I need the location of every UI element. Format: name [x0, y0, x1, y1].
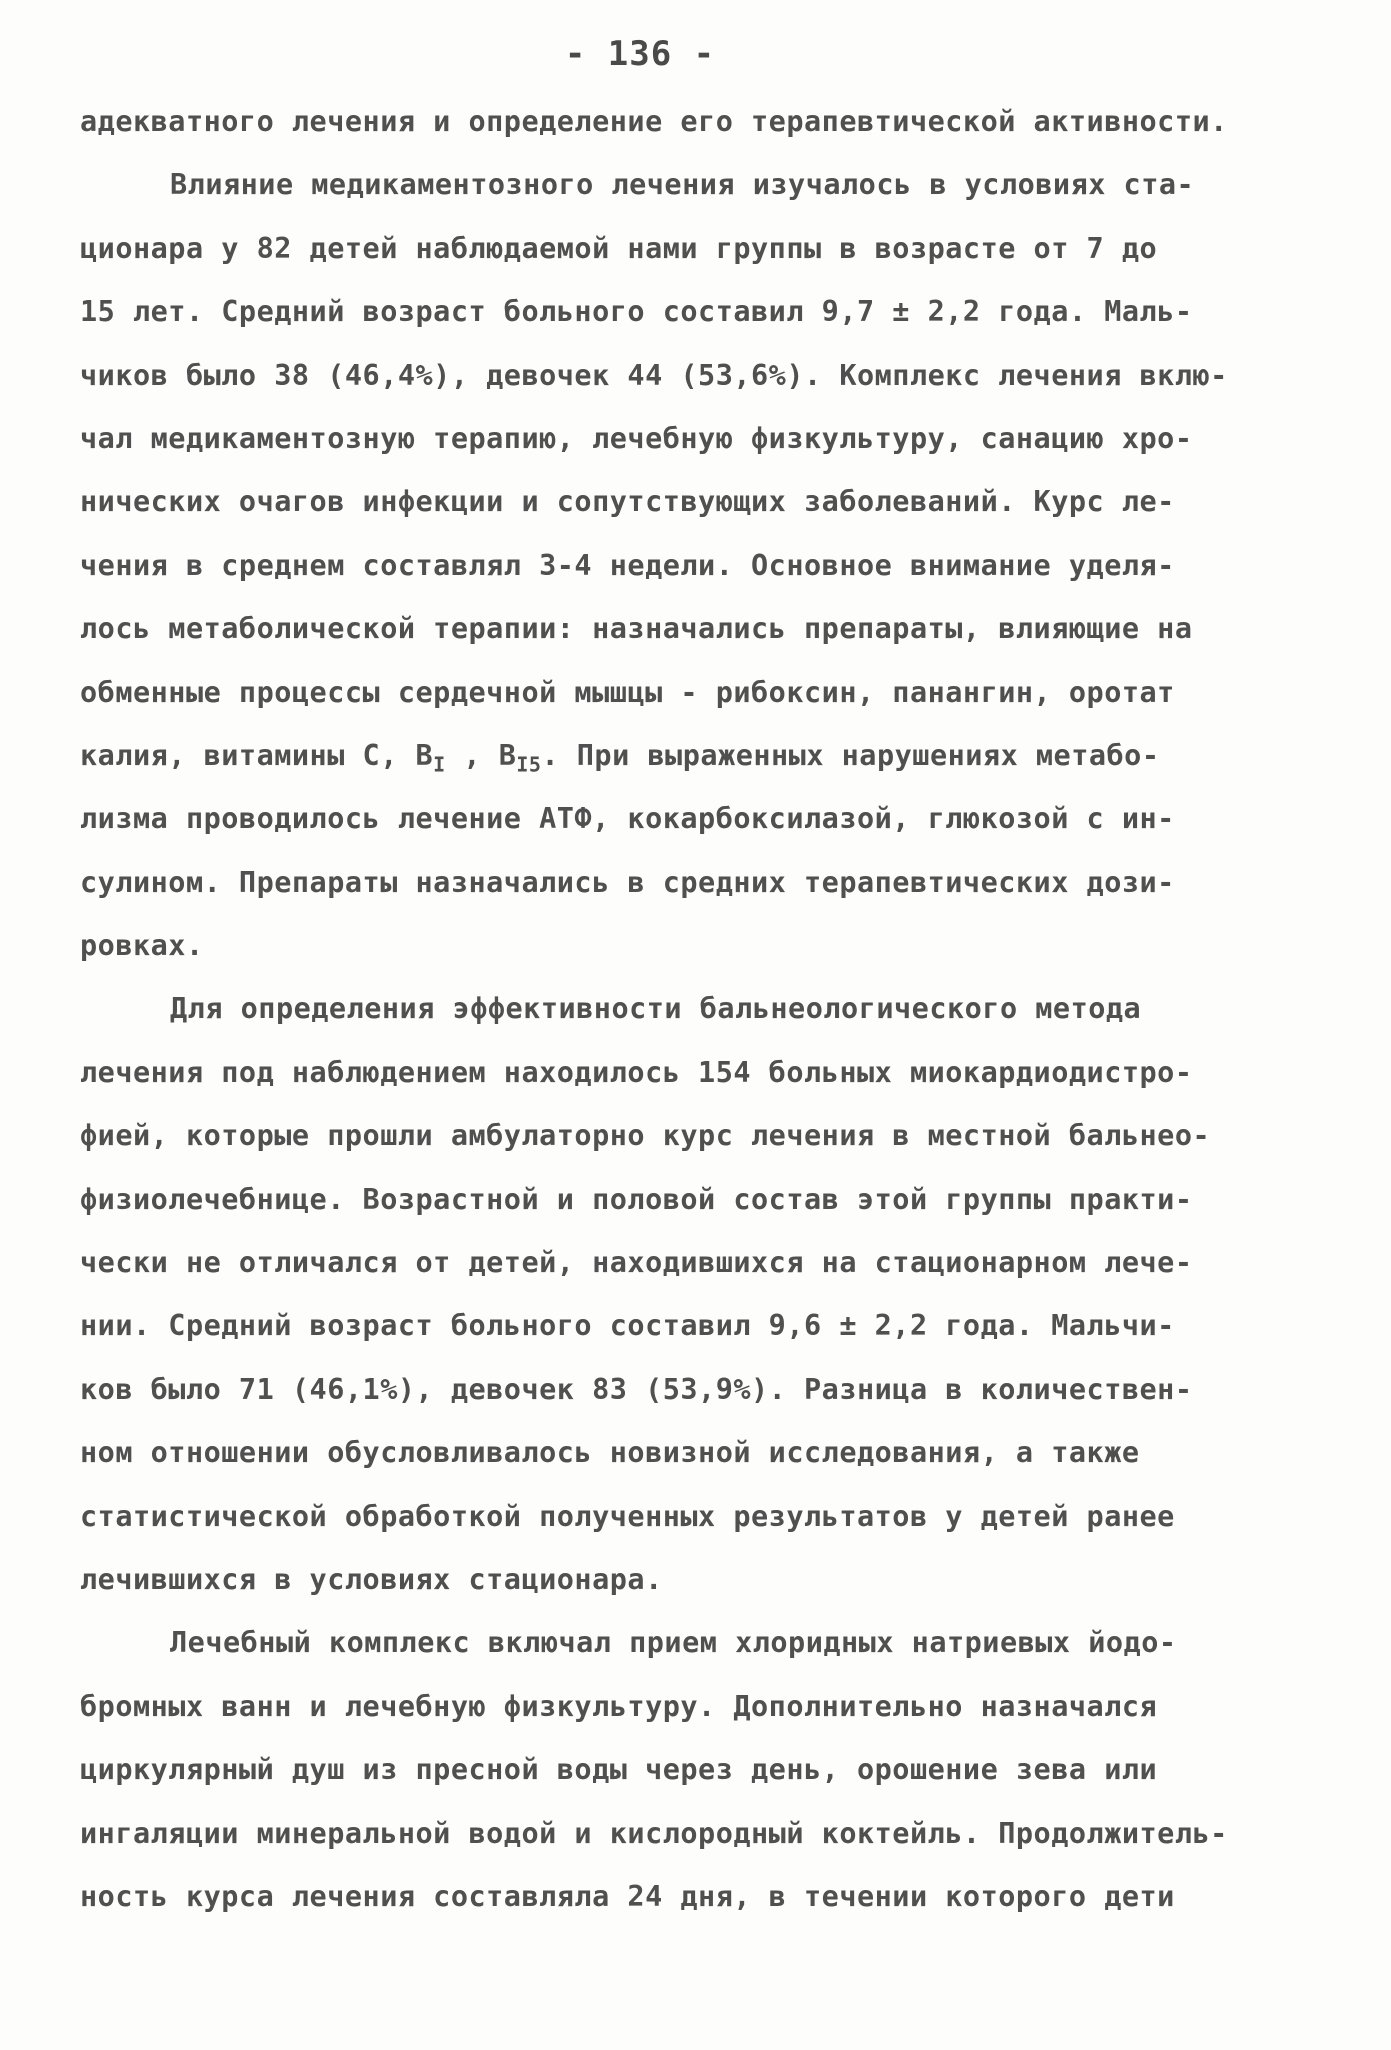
text-segment: калия, витамины С, B: [80, 738, 434, 772]
text-line: Лечебный комплекс включал прием хлоридных натриевых йодо-: [170, 1626, 1177, 1660]
text-line: чения в среднем составлял 3-4 недели. Основное внимание уделя-: [80, 548, 1175, 582]
text-line: Влияние медикаментозного лечения изучалось в условиях ста-: [170, 168, 1195, 202]
text-line: лечения под наблюдением находилось 154 больных миокардиодистро-: [80, 1055, 1193, 1089]
text-line: Для определения эффективности бальнеологического метода: [170, 992, 1142, 1026]
subscript: I5: [516, 752, 542, 777]
text-line: 15 лет. Средний возраст больного составил 9,7 ± 2,2 года. Маль-: [80, 295, 1193, 329]
text-line: ровках.: [80, 929, 204, 963]
text-line: физиолечебнице. Возрастной и половой состав этой группы практи-: [80, 1182, 1193, 1216]
text-line: чиков было 38 (46,4%), девочек 44 (53,6%). Комплекс лечения вклю-: [80, 358, 1228, 392]
text-line: лось метаболической терапии: назначались препараты, влияющие на: [80, 612, 1193, 646]
text-line: ность курса лечения составляла 24 дня, в течении которого дети: [80, 1879, 1175, 1913]
text-segment: . При выраженных нарушениях метабо-: [541, 738, 1160, 772]
text-line-with-subscripts: [80, 724, 1320, 787]
text-line: ков было 71 (46,1%), девочек 83 (53,9%). Разница в количествен-: [80, 1372, 1193, 1406]
text-line: лизма проводилось лечение АТФ, кокарбоксилазой, глюкозой с ин-: [80, 802, 1175, 836]
text-line: чал медикаментозную терапию, лечебную физкультуру, санацию хро-: [80, 421, 1193, 455]
text-line: ционара у 82 детей наблюдаемой нами группы в возрасте от 7 до: [80, 231, 1158, 265]
text-line: бромных ванн и лечебную физкультуру. Дополнительно назначался: [80, 1689, 1158, 1723]
text-line: чески не отличался от детей, находившихся на стационарном лече-: [80, 1246, 1193, 1280]
text-line: ингаляции минеральной водой и кислородный коктейль. Продолжитель-: [80, 1816, 1228, 1850]
page-number: - 136 -: [564, 34, 716, 74]
text-line: обменные процессы сердечной мышцы - рибоксин, панангин, оротат: [80, 675, 1175, 709]
text-line: адекватного лечения и определение его терапевтической активности.: [80, 105, 1228, 138]
text-line: нии. Средний возраст больного составил 9,6 ± 2,2 года. Мальчи-: [80, 1309, 1175, 1343]
text-segment: , B: [445, 738, 517, 772]
text-line: сулином. Препараты назначались в средних терапевтических дози-: [80, 865, 1175, 899]
text-line: фией, которые прошли амбулаторно курс лечения в местной бальнео-: [80, 1119, 1211, 1153]
body-text: [80, 90, 1320, 1928]
text-line: циркулярный душ из пресной воды через день, орошение зева или: [80, 1753, 1158, 1787]
text-line: лечившихся в условиях стационара.: [80, 1562, 663, 1596]
text-line: нических очагов инфекции и сопутствующих заболеваний. Курс ле-: [80, 485, 1175, 519]
text-line: статистической обработкой полученных результатов у детей ранее: [80, 1499, 1175, 1533]
subscript: I: [433, 752, 446, 777]
text-line: ном отношении обусловливалось новизной исследования, а также: [80, 1436, 1140, 1470]
